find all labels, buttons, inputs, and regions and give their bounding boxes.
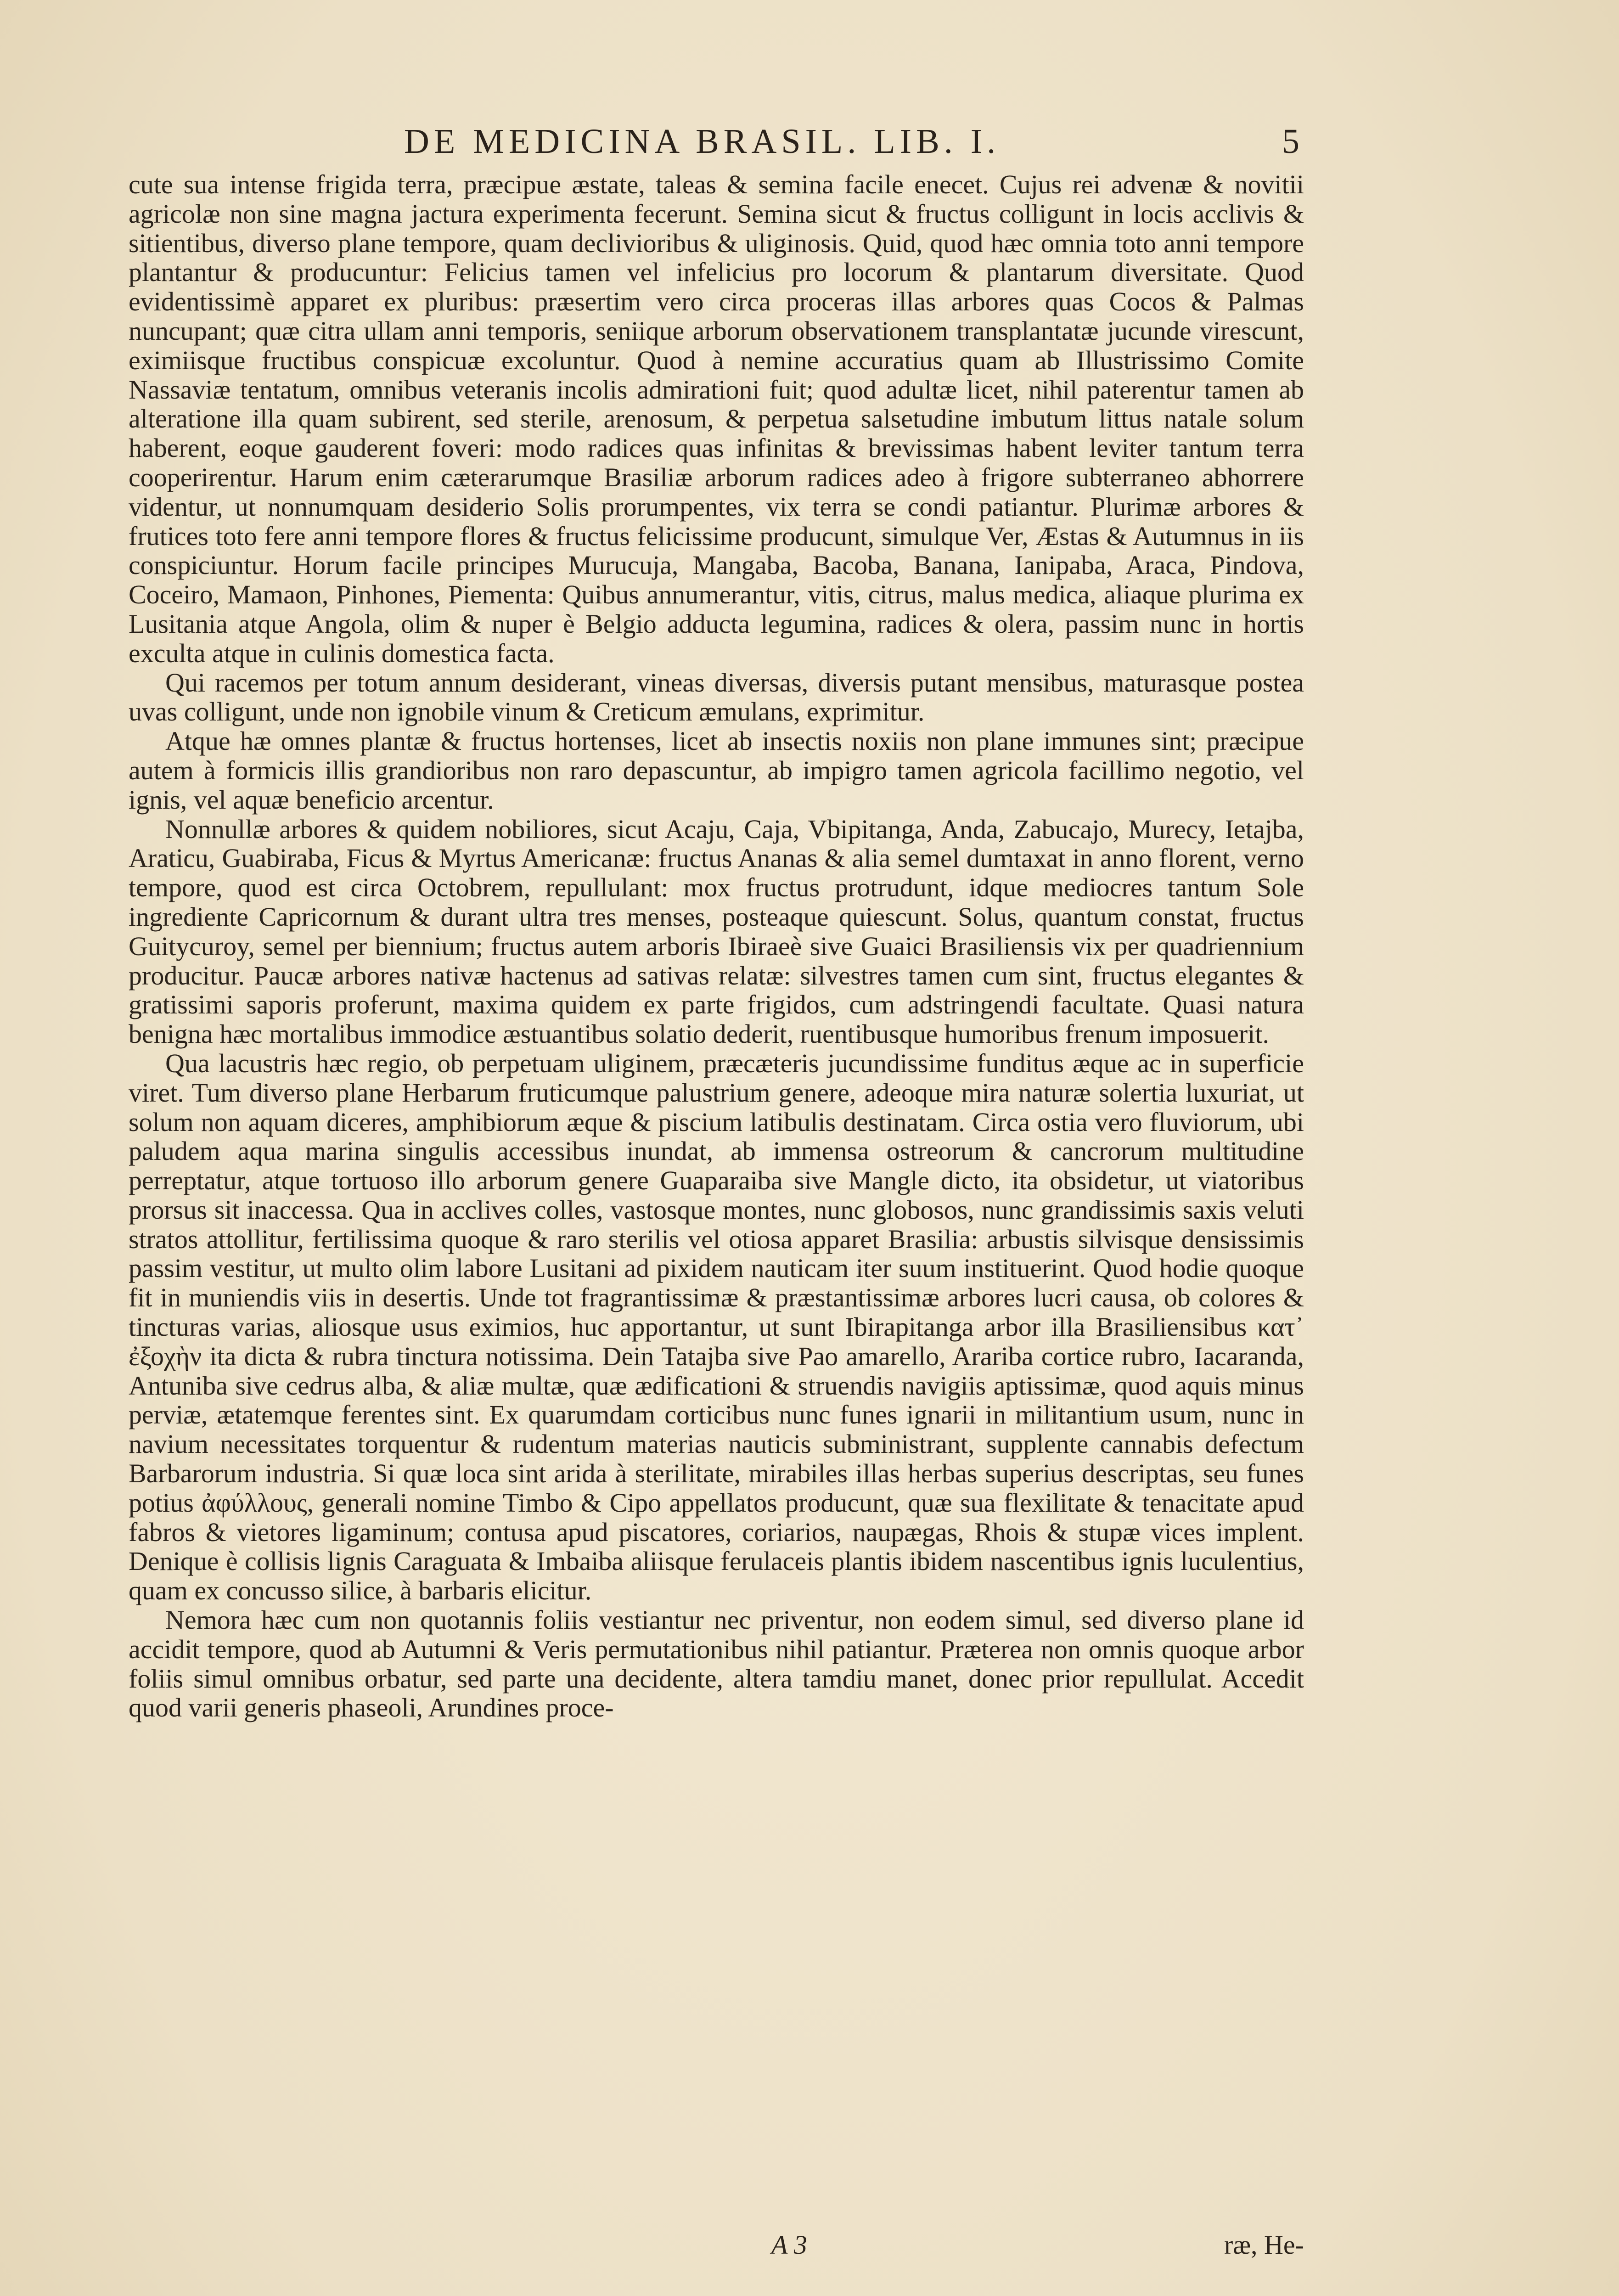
paragraph: cute sua intense frigida terra, præcipue æstate, taleas & semina facile enecet. Cujus rei advenæ & novitii agricolæ non sine magna jactura experimenta fecerunt. Semina sicut & fructus colligunt in locis acclivis & sitientibus, diverso plane tempore, quam declivioribus & uliginosis. Quid, quod hæc omnia toto anni tempore plantantur & producuntur: Felicius tamen vel infelicius pro locorum & plantarum diversitate. Quod evidentissimè apparet ex pluribus: præsertim vero circa proceras illas arbores quas Cocos & Palmas nuncupant; quæ citra ullam anni temporis, seniique arborum observationem transplantatæ jucunde virescunt, eximiisque fructibus conspicuæ excoluntur. Quod à nemine accuratius quam ab Illustrissimo Comite Nassaviæ tentatum, omnibus veteranis incolis admirationi fuit; quod adultæ licet, nihil paterentur tamen ab alteratione illa quam subirent, sed sterile, arenosum, & perpetua salsetudine imbutum littus natale solum haberent, eoque gauderent foveri: modo radices quas infinitas & brevissimas habent leviter tantum terra cooperirentur. Harum enim cæterarumque Brasiliæ arborum radices adeo à frigore subterraneo abhorrere videntur, ut nonnumquam desiderio Solis prorumpentes, vix terra se condi patiantur. Plurimæ arbores & frutices toto fere anni tempore flores & fructus felicissime producunt, simulque Ver, Æstas & Autumnus in iis conspiciuntur. Horum facile principes Murucuja, Mangaba, Bacoba, Banana, Ianipaba, Araca, Pindova, Coceiro, Mamaon, Pinhones, Piementa: Quibus annumerantur, vitis, citrus, malus medica, aliaque plurima ex Lusitania atque Angola, olim & nuper è Belgio adducta legumina, radices & olera, passim nunc in hortis exculta atque in culinis domestica facta. bbox=[129, 169, 1304, 668]
page-footer bbox=[129, 2229, 1304, 2266]
running-head bbox=[129, 117, 1304, 172]
paragraph: Qua lacustris hæc regio, ob perpetuam uliginem, præcæteris jucundissime funditus æque ac in superficie viret. Tum diverso plane Herbarum fruticumque palustrium genere, adeoque mira naturæ solertia luxuriat, ut solum non aquam diceres, amphibiorum æque & piscium latibulis destinatam. Circa ostia vero fluviorum, ubi paludem aqua marina singulis accessibus inundat, ab immensa ostreorum & cancrorum multitudine perreptatur, atque tortuoso illo arborum genere Guaparaiba sive Mangle dicto, ita obsidetur, ut viatoribus prorsus sit inaccessa. Qua in acclives colles, vastosque montes, nunc globosos, nunc grandissimis saxis veluti stratos attollitur, fertilissima quoque & raro sterilis vel otiosa apparet Brasilia: arbustis silvisque densissimis passim vestitur, ut multo olim labore Lusitani ad pixidem nauticam iter suum instituerint. Quod hodie quoque fit in muniendis viis in desertis. Unde tot fragrantissimæ & præstantissimæ arbores lucri causa, ob colores & tincturas varias, aliosque usus eximios, huc apportantur, ut sunt Ibirapitanga arbor illa Brasiliensibus κατ᾽ ἐξοχὴν ita dicta & rubra tinctura notissima. Dein Tatajba sive Pao amarello, Arariba cortice rubro, Iacaranda, Antuniba sive cedrus alba, & aliæ multæ, quæ ædificationi & struendis navigiis aptissimæ, quod aquis minus perviæ, ætatemque ferentes sint. Ex quarumdam corticibus nunc funes ignarii in militantium usum, nunc in navium necessitates torquentur & rudentum materias nauticis subministrant, supplente cannabis defectum Barbarorum industria. Si quæ loca sint arida à sterilitate, mirabiles illas herbas superius descriptas, seu funes potius ἀφύλλους, generali nomine Timbo & Cipo appellatos producunt, quæ sua flexilitate & tenacitate apud fabros & vietores ligaminum; contusa apud piscatores, coriarios, naupægas, Rhois & stupæ vices implent. Denique è collisis lignis Caraguata & Imbaiba aliisque ferulaceis plantis ibidem nascentibus ignis luculentius, quam ex concusso silice, à barbaris elicitur. bbox=[129, 1048, 1304, 1606]
paragraph: Atque hæ omnes plantæ & fructus hortenses, licet ab insectis noxiis non plane immunes sint; præcipue autem à formicis illis grandioribus non raro depascuntur, ab impigro tamen agricola facillimo negotio, vel ignis, vel aquæ beneficio arcentur. bbox=[129, 726, 1304, 815]
catchword: ræ, He- bbox=[1224, 2230, 1304, 2260]
paragraph: Nemora hæc cum non quotannis foliis vestiantur nec priventur, non eodem simul, sed diverso plane id accidit tempore, quod ab Autumni & Veris permutationibus nihil patiantur. Præterea non omnis quoque arbor foliis simul omnibus orbatur, sed parte una decidente, altera tamdiu manet, donec prior repullulat. Accedit quod varii generis phaseoli, Arundines proce- bbox=[129, 1605, 1304, 1723]
page-number: 5 bbox=[1282, 122, 1304, 161]
signature-mark: A 3 bbox=[771, 2230, 807, 2260]
running-title: DE MEDICINA BRASIL. LIB. I. bbox=[404, 122, 1001, 161]
body-text bbox=[129, 170, 1304, 1722]
paragraph: Qui racemos per totum annum desiderant, vineas diversas, diversis putant mensibus, maturasque postea uvas colligunt, unde non ignobile vinum & Creticum æmulans, exprimitur. bbox=[129, 667, 1304, 727]
paragraph: Nonnullæ arbores & quidem nobiliores, sicut Acaju, Caja, Vbipitanga, Anda, Zabucajo, Murecy, Ietajba, Araticu, Guabiraba, Ficus & Myrtus Americanæ: fructus Ananas & alia semel dumtaxat in anno florent, verno tempore, quod est circa Octobrem, repullulant: mox fructus protrudunt, idque mediocres tantum Sole ingrediente Capricornum & durant ultra tres menses, posteaque quiescunt. Solus, quantum constat, fructus Guitycuroy, semel per biennium; fructus autem arboris Ibiraeè sive Guaici Brasiliensis vix per quadriennium producitur. Paucæ arbores nativæ hactenus ad sativas relatæ: silvestres tamen cum sint, fructus elegantes & gratissimi saporis proferunt, maxima quidem ex parte frigidos, cum adstringendi facultate. Quasi natura benigna hæc mortalibus immodice æstuantibus solatio dederit, ruentibusque humoribus frenum imposuerit. bbox=[129, 814, 1304, 1049]
